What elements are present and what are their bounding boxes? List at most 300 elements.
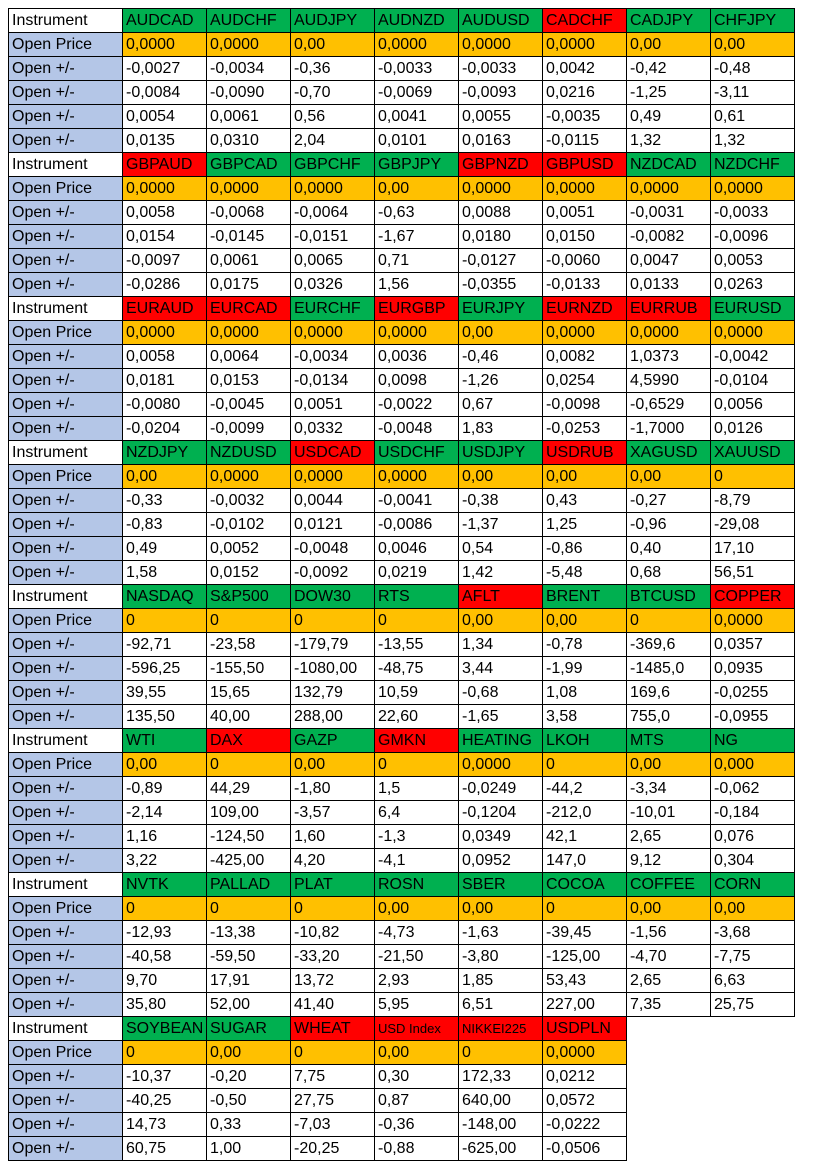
open-diff-cell[interactable]: -1,63 (459, 921, 543, 945)
instrument-name-cell[interactable]: CORN (711, 873, 795, 897)
open-diff-cell[interactable]: 0,49 (627, 105, 711, 129)
open-diff-cell[interactable]: 0,0036 (375, 345, 459, 369)
open-diff-cell[interactable]: 0,0263 (711, 273, 795, 297)
open-diff-cell[interactable]: -0,0099 (207, 417, 291, 441)
open-diff-cell[interactable]: -0,42 (627, 57, 711, 81)
open-price-cell[interactable]: 0,00 (207, 1041, 291, 1065)
open-price-cell[interactable]: 0,00 (291, 753, 375, 777)
open-diff-cell[interactable]: -5,48 (543, 561, 627, 585)
instrument-name-cell[interactable]: AUDCHF (207, 9, 291, 33)
open-price-cell[interactable]: 0,00 (291, 33, 375, 57)
open-diff-cell[interactable]: -3,11 (711, 81, 795, 105)
open-diff-cell[interactable]: -0,0955 (711, 705, 795, 729)
open-price-cell[interactable]: 0,0000 (375, 321, 459, 345)
open-diff-cell[interactable]: 0,0180 (459, 225, 543, 249)
open-diff-cell[interactable]: -13,55 (375, 633, 459, 657)
open-diff-cell[interactable]: -1,65 (459, 705, 543, 729)
open-diff-cell[interactable]: -0,0097 (123, 249, 207, 273)
open-diff-cell[interactable]: -0,0027 (123, 57, 207, 81)
open-diff-cell[interactable]: -0,0022 (375, 393, 459, 417)
open-diff-cell[interactable]: 0,0051 (543, 201, 627, 225)
instrument-name-cell[interactable]: GBPUSD (543, 153, 627, 177)
open-diff-cell[interactable]: -0,0032 (207, 489, 291, 513)
open-diff-cell[interactable]: -0,36 (291, 57, 375, 81)
open-diff-cell[interactable]: 4,5990 (627, 369, 711, 393)
open-diff-cell[interactable]: -0,88 (375, 1137, 459, 1161)
instrument-name-cell[interactable]: CADJPY (627, 9, 711, 33)
open-diff-cell[interactable]: -0,6529 (627, 393, 711, 417)
open-diff-cell[interactable]: -0,0127 (459, 249, 543, 273)
open-diff-cell[interactable]: -0,0034 (291, 345, 375, 369)
instrument-name-cell[interactable]: CHFJPY (711, 9, 795, 33)
open-diff-cell[interactable]: -0,0045 (207, 393, 291, 417)
open-diff-cell[interactable]: 0,0065 (291, 249, 375, 273)
open-diff-cell[interactable]: -0,0084 (123, 81, 207, 105)
open-price-cell[interactable]: 0,0000 (291, 177, 375, 201)
open-diff-cell[interactable]: 1,56 (375, 273, 459, 297)
open-diff-cell[interactable]: -29,08 (711, 513, 795, 537)
open-diff-cell[interactable]: 6,63 (711, 969, 795, 993)
open-diff-cell[interactable]: 0,0952 (459, 849, 543, 873)
open-diff-cell[interactable]: -20,25 (291, 1137, 375, 1161)
open-price-cell[interactable]: 0 (375, 753, 459, 777)
open-diff-cell[interactable]: 0,71 (375, 249, 459, 273)
open-price-cell[interactable]: 0,0000 (123, 321, 207, 345)
open-diff-cell[interactable]: 0,0152 (207, 561, 291, 585)
open-diff-cell[interactable]: -1,99 (543, 657, 627, 681)
instrument-name-cell[interactable]: USD Index (375, 1017, 459, 1041)
open-diff-cell[interactable]: -0,0249 (459, 777, 543, 801)
open-diff-cell[interactable]: -10,01 (627, 801, 711, 825)
instrument-name-cell[interactable]: SOYBEAN (123, 1017, 207, 1041)
open-diff-cell[interactable]: -0,0115 (543, 129, 627, 153)
open-diff-cell[interactable]: 1,83 (459, 417, 543, 441)
open-diff-cell[interactable]: -0,0133 (543, 273, 627, 297)
open-price-cell[interactable]: 0,00 (459, 897, 543, 921)
open-diff-cell[interactable]: 6,51 (459, 993, 543, 1017)
open-price-cell[interactable]: 0,0000 (459, 33, 543, 57)
open-price-cell[interactable]: 0,00 (375, 897, 459, 921)
open-diff-cell[interactable]: 0,0163 (459, 129, 543, 153)
open-price-cell[interactable]: 0 (459, 1041, 543, 1065)
open-diff-cell[interactable]: -4,1 (375, 849, 459, 873)
open-diff-cell[interactable]: 0,0126 (711, 417, 795, 441)
open-diff-cell[interactable]: 288,00 (291, 705, 375, 729)
instrument-name-cell[interactable]: EURCAD (207, 297, 291, 321)
open-diff-cell[interactable]: -0,0104 (711, 369, 795, 393)
open-diff-cell[interactable]: -0,0098 (543, 393, 627, 417)
instrument-name-cell[interactable]: NIKKEI225 (459, 1017, 543, 1041)
open-diff-cell[interactable]: -0,0068 (207, 201, 291, 225)
open-diff-cell[interactable]: 0,0041 (375, 105, 459, 129)
instrument-name-cell[interactable]: GBPNZD (459, 153, 543, 177)
open-price-cell[interactable]: 0,0000 (459, 753, 543, 777)
open-price-cell[interactable]: 0,0000 (459, 177, 543, 201)
open-diff-cell[interactable]: 0,076 (711, 825, 795, 849)
open-price-cell[interactable]: 0,00 (375, 1041, 459, 1065)
instrument-name-cell[interactable]: BTCUSD (627, 585, 711, 609)
open-price-cell[interactable]: 0 (123, 1041, 207, 1065)
open-price-cell[interactable]: 0,0000 (291, 321, 375, 345)
open-diff-cell[interactable]: 0,0051 (291, 393, 375, 417)
instrument-name-cell[interactable]: EURUSD (711, 297, 795, 321)
open-diff-cell[interactable]: 169,6 (627, 681, 711, 705)
open-diff-cell[interactable]: -7,03 (291, 1113, 375, 1137)
open-diff-cell[interactable]: -0,0033 (711, 201, 795, 225)
open-diff-cell[interactable]: -0,0506 (543, 1137, 627, 1161)
instrument-name-cell[interactable]: XAGUSD (627, 441, 711, 465)
open-price-cell[interactable]: 0 (291, 609, 375, 633)
open-diff-cell[interactable]: 1,08 (543, 681, 627, 705)
open-diff-cell[interactable]: 0,56 (291, 105, 375, 129)
open-diff-cell[interactable]: 3,44 (459, 657, 543, 681)
instrument-name-cell[interactable]: NZDCHF (711, 153, 795, 177)
open-price-cell[interactable]: 0,00 (711, 33, 795, 57)
open-diff-cell[interactable]: 0,0935 (711, 657, 795, 681)
open-diff-cell[interactable]: 40,00 (207, 705, 291, 729)
open-price-cell[interactable]: 0,0000 (711, 609, 795, 633)
open-diff-cell[interactable]: 0,0135 (123, 129, 207, 153)
open-diff-cell[interactable]: 0,0044 (291, 489, 375, 513)
instrument-name-cell[interactable]: NZDCAD (627, 153, 711, 177)
instrument-name-cell[interactable]: EURJPY (459, 297, 543, 321)
open-diff-cell[interactable]: 6,4 (375, 801, 459, 825)
open-diff-cell[interactable]: -3,80 (459, 945, 543, 969)
open-price-cell[interactable]: 0,00 (459, 321, 543, 345)
open-diff-cell[interactable]: 0,0121 (291, 513, 375, 537)
open-diff-cell[interactable]: 0,0349 (459, 825, 543, 849)
open-diff-cell[interactable]: 1,00 (207, 1137, 291, 1161)
open-price-cell[interactable]: 0,0000 (711, 321, 795, 345)
instrument-name-cell[interactable]: S&P500 (207, 585, 291, 609)
open-price-cell[interactable]: 0,00 (711, 897, 795, 921)
instrument-name-cell[interactable]: NZDJPY (123, 441, 207, 465)
open-diff-cell[interactable]: -13,38 (207, 921, 291, 945)
open-diff-cell[interactable]: 25,75 (711, 993, 795, 1017)
open-price-cell[interactable]: 0 (291, 897, 375, 921)
open-diff-cell[interactable]: 0,0153 (207, 369, 291, 393)
open-diff-cell[interactable]: 52,00 (207, 993, 291, 1017)
open-diff-cell[interactable]: -1,3 (375, 825, 459, 849)
open-diff-cell[interactable]: 1,60 (291, 825, 375, 849)
open-diff-cell[interactable]: -92,71 (123, 633, 207, 657)
open-diff-cell[interactable]: 0,0175 (207, 273, 291, 297)
instrument-name-cell[interactable]: LKOH (543, 729, 627, 753)
open-diff-cell[interactable]: 0,0064 (207, 345, 291, 369)
open-price-cell[interactable]: 0,00 (123, 465, 207, 489)
open-diff-cell[interactable]: 2,65 (627, 969, 711, 993)
instrument-name-cell[interactable]: SUGAR (207, 1017, 291, 1041)
open-diff-cell[interactable]: 1,34 (459, 633, 543, 657)
open-price-cell[interactable]: 0,0000 (543, 33, 627, 57)
instrument-name-cell[interactable]: GBPAUD (123, 153, 207, 177)
open-diff-cell[interactable]: -23,58 (207, 633, 291, 657)
open-price-cell[interactable]: 0,00 (627, 897, 711, 921)
instrument-name-cell[interactable]: XAUUSD (711, 441, 795, 465)
open-diff-cell[interactable]: -33,20 (291, 945, 375, 969)
instrument-name-cell[interactable]: USDJPY (459, 441, 543, 465)
open-diff-cell[interactable]: -1,25 (627, 81, 711, 105)
open-diff-cell[interactable]: 2,65 (627, 825, 711, 849)
open-price-cell[interactable]: 0,00 (627, 753, 711, 777)
instrument-name-cell[interactable]: EURGBP (375, 297, 459, 321)
open-diff-cell[interactable]: -125,00 (543, 945, 627, 969)
open-diff-cell[interactable]: -39,45 (543, 921, 627, 945)
instrument-name-cell[interactable]: PLAT (291, 873, 375, 897)
open-diff-cell[interactable]: 135,50 (123, 705, 207, 729)
instrument-name-cell[interactable]: ROSN (375, 873, 459, 897)
instrument-name-cell[interactable]: DOW30 (291, 585, 375, 609)
open-diff-cell[interactable]: -1485,0 (627, 657, 711, 681)
open-diff-cell[interactable]: -0,48 (711, 57, 795, 81)
open-diff-cell[interactable]: -0,0069 (375, 81, 459, 105)
open-diff-cell[interactable]: -2,14 (123, 801, 207, 825)
open-diff-cell[interactable]: 9,70 (123, 969, 207, 993)
instrument-name-cell[interactable]: AUDJPY (291, 9, 375, 33)
open-diff-cell[interactable]: -0,70 (291, 81, 375, 105)
open-price-cell[interactable]: 0,0000 (543, 1041, 627, 1065)
open-diff-cell[interactable]: -0,0222 (543, 1113, 627, 1137)
open-price-cell[interactable]: 0,0000 (291, 465, 375, 489)
instrument-name-cell[interactable]: RTS (375, 585, 459, 609)
open-diff-cell[interactable]: 109,00 (207, 801, 291, 825)
open-diff-cell[interactable]: 0,0054 (123, 105, 207, 129)
instrument-name-cell[interactable]: AUDNZD (375, 9, 459, 33)
open-diff-cell[interactable]: -0,0102 (207, 513, 291, 537)
open-diff-cell[interactable]: -40,25 (123, 1089, 207, 1113)
open-diff-cell[interactable]: 0,0181 (123, 369, 207, 393)
open-diff-cell[interactable]: 0,0101 (375, 129, 459, 153)
instrument-name-cell[interactable]: USDRUB (543, 441, 627, 465)
open-price-cell[interactable]: 0,0000 (207, 33, 291, 57)
open-diff-cell[interactable]: -0,0048 (375, 417, 459, 441)
open-diff-cell[interactable]: -21,50 (375, 945, 459, 969)
open-diff-cell[interactable]: -0,0086 (375, 513, 459, 537)
instrument-name-cell[interactable]: MTS (627, 729, 711, 753)
open-price-cell[interactable]: 0 (207, 897, 291, 921)
open-diff-cell[interactable]: 0,0061 (207, 249, 291, 273)
open-diff-cell[interactable]: -1,37 (459, 513, 543, 537)
open-diff-cell[interactable]: -0,0042 (711, 345, 795, 369)
open-diff-cell[interactable]: -10,82 (291, 921, 375, 945)
open-diff-cell[interactable]: -625,00 (459, 1137, 543, 1161)
open-diff-cell[interactable]: 1,32 (627, 129, 711, 153)
open-price-cell[interactable]: 0 (207, 753, 291, 777)
instrument-name-cell[interactable]: AFLT (459, 585, 543, 609)
open-price-cell[interactable]: 0,0000 (207, 321, 291, 345)
open-diff-cell[interactable]: 10,59 (375, 681, 459, 705)
open-diff-cell[interactable]: -0,86 (543, 537, 627, 561)
open-price-cell[interactable]: 0,00 (627, 465, 711, 489)
open-price-cell[interactable]: 0,0000 (207, 177, 291, 201)
open-price-cell[interactable]: 0,00 (543, 465, 627, 489)
open-diff-cell[interactable]: 1,16 (123, 825, 207, 849)
instrument-name-cell[interactable]: AUDUSD (459, 9, 543, 33)
open-diff-cell[interactable]: 0,0053 (711, 249, 795, 273)
open-diff-cell[interactable]: -12,93 (123, 921, 207, 945)
open-diff-cell[interactable]: 172,33 (459, 1065, 543, 1089)
open-diff-cell[interactable]: -0,38 (459, 489, 543, 513)
open-price-cell[interactable]: 0 (543, 897, 627, 921)
open-diff-cell[interactable]: -179,79 (291, 633, 375, 657)
open-diff-cell[interactable]: 0,33 (207, 1113, 291, 1137)
open-diff-cell[interactable]: -155,50 (207, 657, 291, 681)
open-diff-cell[interactable]: 0,0219 (375, 561, 459, 585)
open-diff-cell[interactable]: -124,50 (207, 825, 291, 849)
open-diff-cell[interactable]: 1,5 (375, 777, 459, 801)
open-diff-cell[interactable]: 147,0 (543, 849, 627, 873)
open-price-cell[interactable]: 0,0000 (711, 177, 795, 201)
open-price-cell[interactable]: 0 (543, 753, 627, 777)
open-diff-cell[interactable]: 1,42 (459, 561, 543, 585)
open-diff-cell[interactable]: -0,0041 (375, 489, 459, 513)
open-diff-cell[interactable]: 0,87 (375, 1089, 459, 1113)
open-diff-cell[interactable]: 7,75 (291, 1065, 375, 1089)
instrument-name-cell[interactable]: EURRUB (627, 297, 711, 321)
open-diff-cell[interactable]: 0,0150 (543, 225, 627, 249)
open-price-cell[interactable]: 0,0000 (543, 321, 627, 345)
open-diff-cell[interactable]: -1,26 (459, 369, 543, 393)
open-diff-cell[interactable]: 17,91 (207, 969, 291, 993)
open-price-cell[interactable]: 0 (375, 609, 459, 633)
open-diff-cell[interactable]: 0,0055 (459, 105, 543, 129)
open-diff-cell[interactable]: -0,0134 (291, 369, 375, 393)
open-price-cell[interactable]: 0,0000 (375, 33, 459, 57)
open-diff-cell[interactable]: 53,43 (543, 969, 627, 993)
open-diff-cell[interactable]: 0,0046 (375, 537, 459, 561)
open-diff-cell[interactable]: -425,00 (207, 849, 291, 873)
open-price-cell[interactable]: 0 (711, 465, 795, 489)
open-diff-cell[interactable]: 0,68 (627, 561, 711, 585)
open-diff-cell[interactable]: 0,0061 (207, 105, 291, 129)
instrument-name-cell[interactable]: EURCHF (291, 297, 375, 321)
instrument-name-cell[interactable]: PALLAD (207, 873, 291, 897)
open-diff-cell[interactable]: 0,30 (375, 1065, 459, 1089)
open-diff-cell[interactable]: 5,95 (375, 993, 459, 1017)
open-diff-cell[interactable]: 0,0056 (711, 393, 795, 417)
open-diff-cell[interactable]: 0,0254 (543, 369, 627, 393)
instrument-name-cell[interactable]: USDCHF (375, 441, 459, 465)
open-diff-cell[interactable]: -0,0080 (123, 393, 207, 417)
instrument-name-cell[interactable]: USDPLN (543, 1017, 627, 1041)
open-diff-cell[interactable]: 0,0052 (207, 537, 291, 561)
open-diff-cell[interactable]: -3,68 (711, 921, 795, 945)
open-diff-cell[interactable]: 0,0216 (543, 81, 627, 105)
open-price-cell[interactable]: 0 (291, 1041, 375, 1065)
open-diff-cell[interactable]: -369,6 (627, 633, 711, 657)
open-diff-cell[interactable]: -0,0082 (627, 225, 711, 249)
open-diff-cell[interactable]: -596,25 (123, 657, 207, 681)
open-price-cell[interactable]: 0,00 (459, 465, 543, 489)
open-diff-cell[interactable]: 0,0058 (123, 345, 207, 369)
open-diff-cell[interactable]: 1,32 (711, 129, 795, 153)
open-price-cell[interactable]: 0,00 (543, 609, 627, 633)
open-diff-cell[interactable]: -0,0151 (291, 225, 375, 249)
open-diff-cell[interactable]: -0,0355 (459, 273, 543, 297)
open-diff-cell[interactable]: 0,61 (711, 105, 795, 129)
instrument-name-cell[interactable]: GBPJPY (375, 153, 459, 177)
open-diff-cell[interactable]: -212,0 (543, 801, 627, 825)
open-diff-cell[interactable]: 41,40 (291, 993, 375, 1017)
open-diff-cell[interactable]: -0,78 (543, 633, 627, 657)
open-diff-cell[interactable]: -0,63 (375, 201, 459, 225)
open-diff-cell[interactable]: 4,20 (291, 849, 375, 873)
instrument-name-cell[interactable]: NASDAQ (123, 585, 207, 609)
open-diff-cell[interactable]: -0,0093 (459, 81, 543, 105)
open-diff-cell[interactable]: 0,49 (123, 537, 207, 561)
open-diff-cell[interactable]: -1,80 (291, 777, 375, 801)
open-diff-cell[interactable]: 132,79 (291, 681, 375, 705)
open-diff-cell[interactable]: -0,0034 (207, 57, 291, 81)
open-diff-cell[interactable]: -0,20 (207, 1065, 291, 1089)
open-diff-cell[interactable]: -0,1204 (459, 801, 543, 825)
instrument-name-cell[interactable]: GMKN (375, 729, 459, 753)
open-diff-cell[interactable]: 15,65 (207, 681, 291, 705)
open-diff-cell[interactable]: -59,50 (207, 945, 291, 969)
open-diff-cell[interactable]: -0,33 (123, 489, 207, 513)
open-diff-cell[interactable]: 1,0373 (627, 345, 711, 369)
open-price-cell[interactable]: 0 (123, 897, 207, 921)
open-diff-cell[interactable]: 7,35 (627, 993, 711, 1017)
open-diff-cell[interactable]: -7,75 (711, 945, 795, 969)
open-diff-cell[interactable]: 0,0357 (711, 633, 795, 657)
open-diff-cell[interactable]: 0,0082 (543, 345, 627, 369)
instrument-name-cell[interactable]: GBPCAD (207, 153, 291, 177)
open-price-cell[interactable]: 0,00 (123, 753, 207, 777)
open-price-cell[interactable]: 0,0000 (207, 465, 291, 489)
open-diff-cell[interactable]: -1,67 (375, 225, 459, 249)
open-diff-cell[interactable]: -0,0255 (711, 681, 795, 705)
open-diff-cell[interactable]: 0,0098 (375, 369, 459, 393)
open-diff-cell[interactable]: 44,29 (207, 777, 291, 801)
open-diff-cell[interactable]: -40,58 (123, 945, 207, 969)
open-diff-cell[interactable]: -3,34 (627, 777, 711, 801)
open-diff-cell[interactable]: -0,0145 (207, 225, 291, 249)
open-diff-cell[interactable]: -0,0286 (123, 273, 207, 297)
open-diff-cell[interactable]: -0,0096 (711, 225, 795, 249)
open-diff-cell[interactable]: -0,46 (459, 345, 543, 369)
instrument-name-cell[interactable]: DAX (207, 729, 291, 753)
open-diff-cell[interactable]: 2,93 (375, 969, 459, 993)
instrument-name-cell[interactable]: CADCHF (543, 9, 627, 33)
open-diff-cell[interactable]: 0,54 (459, 537, 543, 561)
instrument-name-cell[interactable]: COFFEE (627, 873, 711, 897)
open-diff-cell[interactable]: -0,0033 (459, 57, 543, 81)
open-diff-cell[interactable]: -0,0064 (291, 201, 375, 225)
open-diff-cell[interactable]: 0,0058 (123, 201, 207, 225)
open-diff-cell[interactable]: 22,60 (375, 705, 459, 729)
open-diff-cell[interactable]: 0,40 (627, 537, 711, 561)
open-diff-cell[interactable]: 13,72 (291, 969, 375, 993)
open-price-cell[interactable]: 0 (627, 609, 711, 633)
open-price-cell[interactable]: 0,0000 (123, 33, 207, 57)
open-diff-cell[interactable]: 0,67 (459, 393, 543, 417)
open-diff-cell[interactable]: -0,0033 (375, 57, 459, 81)
instrument-name-cell[interactable]: EURNZD (543, 297, 627, 321)
open-diff-cell[interactable]: -48,75 (375, 657, 459, 681)
open-diff-cell[interactable]: -44,2 (543, 777, 627, 801)
open-diff-cell[interactable]: 60,75 (123, 1137, 207, 1161)
instrument-name-cell[interactable]: NVTK (123, 873, 207, 897)
open-diff-cell[interactable]: -0,0090 (207, 81, 291, 105)
instrument-name-cell[interactable]: BRENT (543, 585, 627, 609)
open-diff-cell[interactable]: -10,37 (123, 1065, 207, 1089)
open-price-cell[interactable]: 0,00 (459, 609, 543, 633)
open-diff-cell[interactable]: 755,0 (627, 705, 711, 729)
instrument-name-cell[interactable]: AUDCAD (123, 9, 207, 33)
open-diff-cell[interactable]: 0,0332 (291, 417, 375, 441)
open-price-cell[interactable]: 0 (123, 609, 207, 633)
